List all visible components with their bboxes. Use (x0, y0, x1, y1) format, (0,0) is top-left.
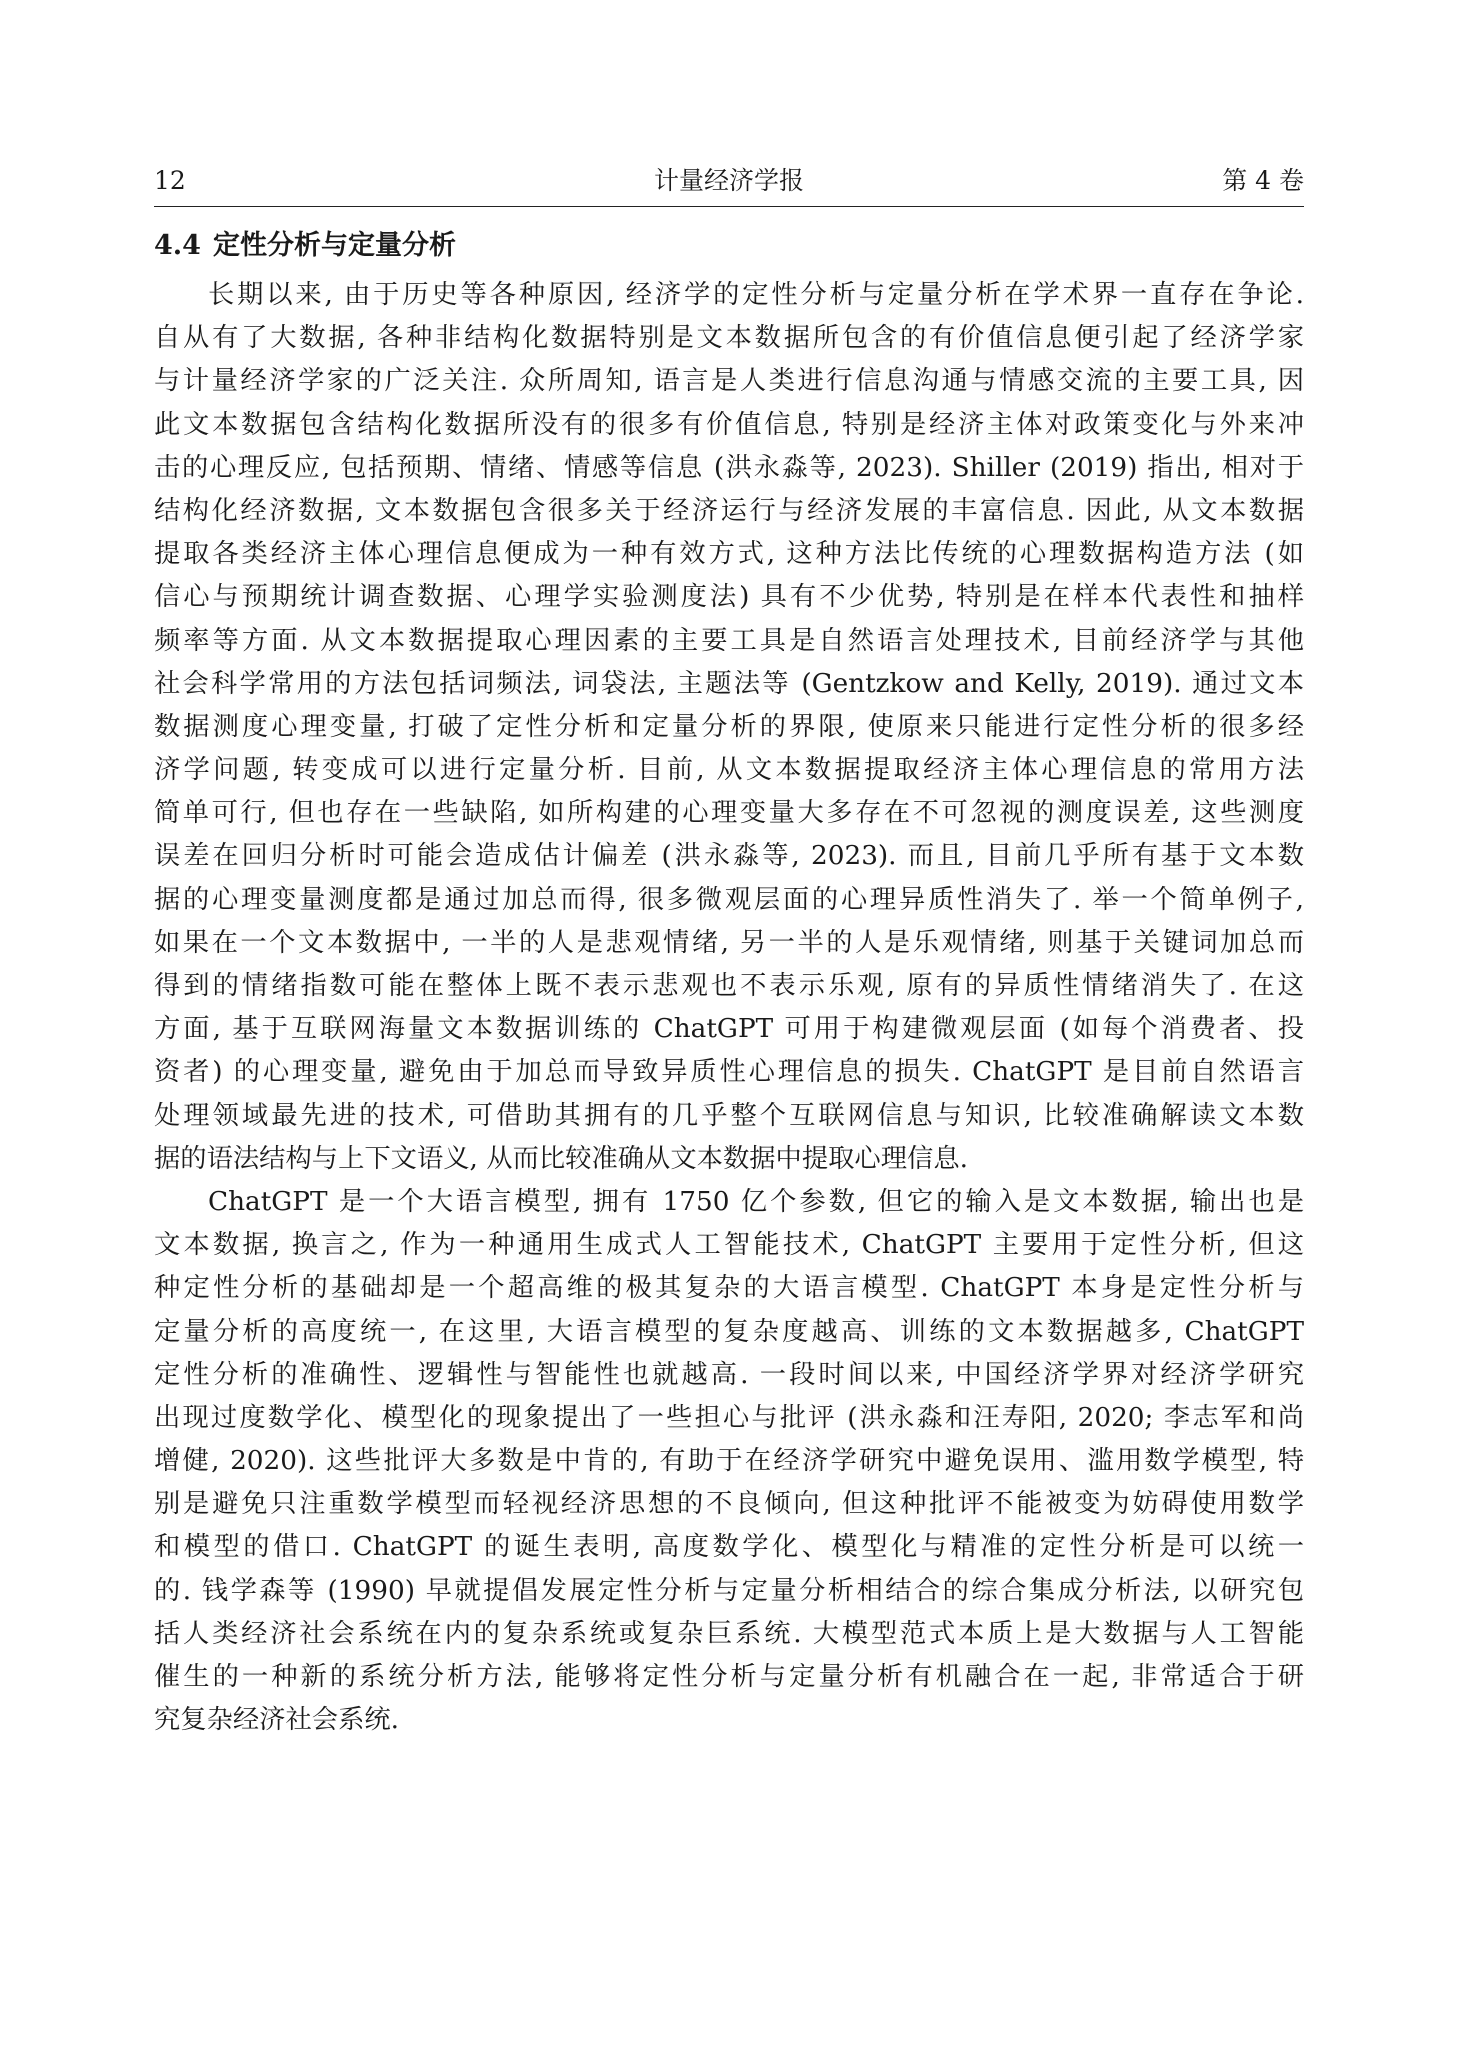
text-line: 数据测度心理变量, 打破了定性分析和定量分析的界限, 使原来只能进行定性分析的很多经 (154, 711, 1304, 742)
text-line: 社会科学常用的方法包括词频法, 词袋法, 主题法等 (Gentzkow and Kelly, 2019). 通过文本 (154, 668, 1304, 699)
text-line: 自从有了大数据, 各种非结构化数据特别是文本数据所包含的有价值信息便引起了经济学家 (154, 323, 1304, 354)
text-line: 种定性分析的基础却是一个超高维的极其复杂的大语言模型. ChatGPT 本身是定性分析与 (154, 1273, 1304, 1304)
text-line: 频率等方面. 从文本数据提取心理因素的主要工具是自然语言处理技术, 目前经济学与其他 (154, 625, 1304, 656)
text-line: 得到的情绪指数可能在整体上既不表示悲观也不表示乐观, 原有的异质性情绪消失了. 在这 (154, 971, 1304, 1001)
volume-label: 第 4 卷 (1222, 166, 1304, 195)
text-line: 与计量经济学家的广泛关注. 众所周知, 语言是人类进行信息沟通与情感交流的主要工具, 因 (154, 366, 1304, 397)
text-line: 提取各类经济主体心理信息便成为一种有效方式, 这种方法比传统的心理数据构造方法 (如 (154, 539, 1304, 570)
text-line: 结构化经济数据, 文本数据包含很多关于经济运行与经济发展的丰富信息. 因此, 从文本数据 (154, 495, 1304, 526)
text-line: ChatGPT 是一个大语言模型, 拥有 1750 亿个参数, 但它的输入是文本数据, 输出也是 (208, 1186, 1304, 1217)
text-line: 出现过度数学化、模型化的现象提出了一些担心与批评 (洪永淼和汪寿阳, 2020; 李志军和尚 (154, 1402, 1304, 1433)
text-line: 别是避免只注重数学模型而轻视经济思想的不良倾向, 但这种批评不能被变为妨碍使用数学 (154, 1489, 1304, 1520)
journal-name: 计量经济学报 (653, 166, 804, 195)
paragraph-2 (154, 1181, 1304, 1742)
text-line: 济学问题, 转变成可以进行定量分析. 目前, 从文本数据提取经济主体心理信息的常用方法 (154, 755, 1304, 786)
text-line: 误差在回归分析时可能会造成估计偏差 (洪永淼等, 2023). 而且, 目前几乎所有基于文本数 (154, 841, 1304, 872)
text-line: 的. 钱学森等 (1990) 早就提倡发展定性分析与定量分析相结合的综合集成分析法, 以研究包 (154, 1575, 1304, 1606)
section-heading (154, 226, 1304, 266)
text-line: 如果在一个文本数据中, 一半的人是悲观情绪, 另一半的人是乐观情绪, 则基于关键词加总而 (154, 927, 1304, 958)
text-line: 催生的一种新的系统分析方法, 能够将定性分析与定量分析有机融合在一起, 非常适合于研 (154, 1662, 1304, 1692)
paragraph-1 (154, 274, 1304, 1181)
text-line: 文本数据, 换言之, 作为一种通用生成式人工智能技术, ChatGPT 主要用于定性分析, 但这 (154, 1230, 1304, 1261)
text-line: 据的语法结构与上下文语义, 从而比较准确从文本数据中提取心理信息. (154, 1143, 968, 1174)
text-line: 增健, 2020). 这些批评大多数是中肯的, 有助于在经济学研究中避免误用、滥用数学模型, 特 (154, 1446, 1304, 1477)
page-number: 12 (154, 166, 186, 195)
text-line: 究复杂经济社会系统. (154, 1705, 400, 1736)
text-line: 击的心理反应, 包括预期、情绪、情感等信息 (洪永淼等, 2023). Shiller (2019) 指出, 相对于 (154, 452, 1304, 483)
running-head (154, 160, 1304, 207)
section-number: 4.4 (154, 230, 201, 261)
text-line: 据的心理变量测度都是通过加总而得, 很多微观层面的心理异质性消失了. 举一个简单例子, (154, 884, 1304, 915)
text-line: 此文本数据包含结构化数据所没有的很多有价值信息, 特别是经济主体对政策变化与外来冲 (154, 409, 1304, 440)
section-title: 定性分析与定量分析 (212, 230, 456, 261)
text-line: 资者) 的心理变量, 避免由于加总而导致异质性心理信息的损失. ChatGPT 是目前自然语言 (154, 1057, 1304, 1088)
text-line: 方面, 基于互联网海量文本数据训练的 ChatGPT 可用于构建微观层面 (如每个消费者、投 (154, 1014, 1304, 1045)
text-line: 长期以来, 由于历史等各种原因, 经济学的定性分析与定量分析在学术界一直存在争论. (208, 280, 1304, 310)
text-line: 定性分析的准确性、逻辑性与智能性也就越高. 一段时间以来, 中国经济学界对经济学研究 (154, 1359, 1304, 1390)
text-line: 信心与预期统计调查数据、心理学实验测度法) 具有不少优势, 特别是在样本代表性和抽样 (154, 582, 1304, 613)
text-line: 简单可行, 但也存在一些缺陷, 如所构建的心理变量大多存在不可忽视的测度误差, 这些测度 (154, 798, 1304, 829)
text-line: 处理领域最先进的技术, 可借助其拥有的几乎整个互联网信息与知识, 比较准确解读文本数 (154, 1100, 1304, 1131)
body-text (154, 274, 1304, 1742)
text-line: 定量分析的高度统一, 在这里, 大语言模型的复杂度越高、训练的文本数据越多, ChatGPT (154, 1316, 1304, 1347)
text-line: 和模型的借口. ChatGPT 的诞生表明, 高度数学化、模型化与精准的定性分析是可以统一 (154, 1532, 1304, 1563)
text-line: 括人类经济社会系统在内的复杂系统或复杂巨系统. 大模型范式本质上是大数据与人工智能 (154, 1618, 1304, 1649)
